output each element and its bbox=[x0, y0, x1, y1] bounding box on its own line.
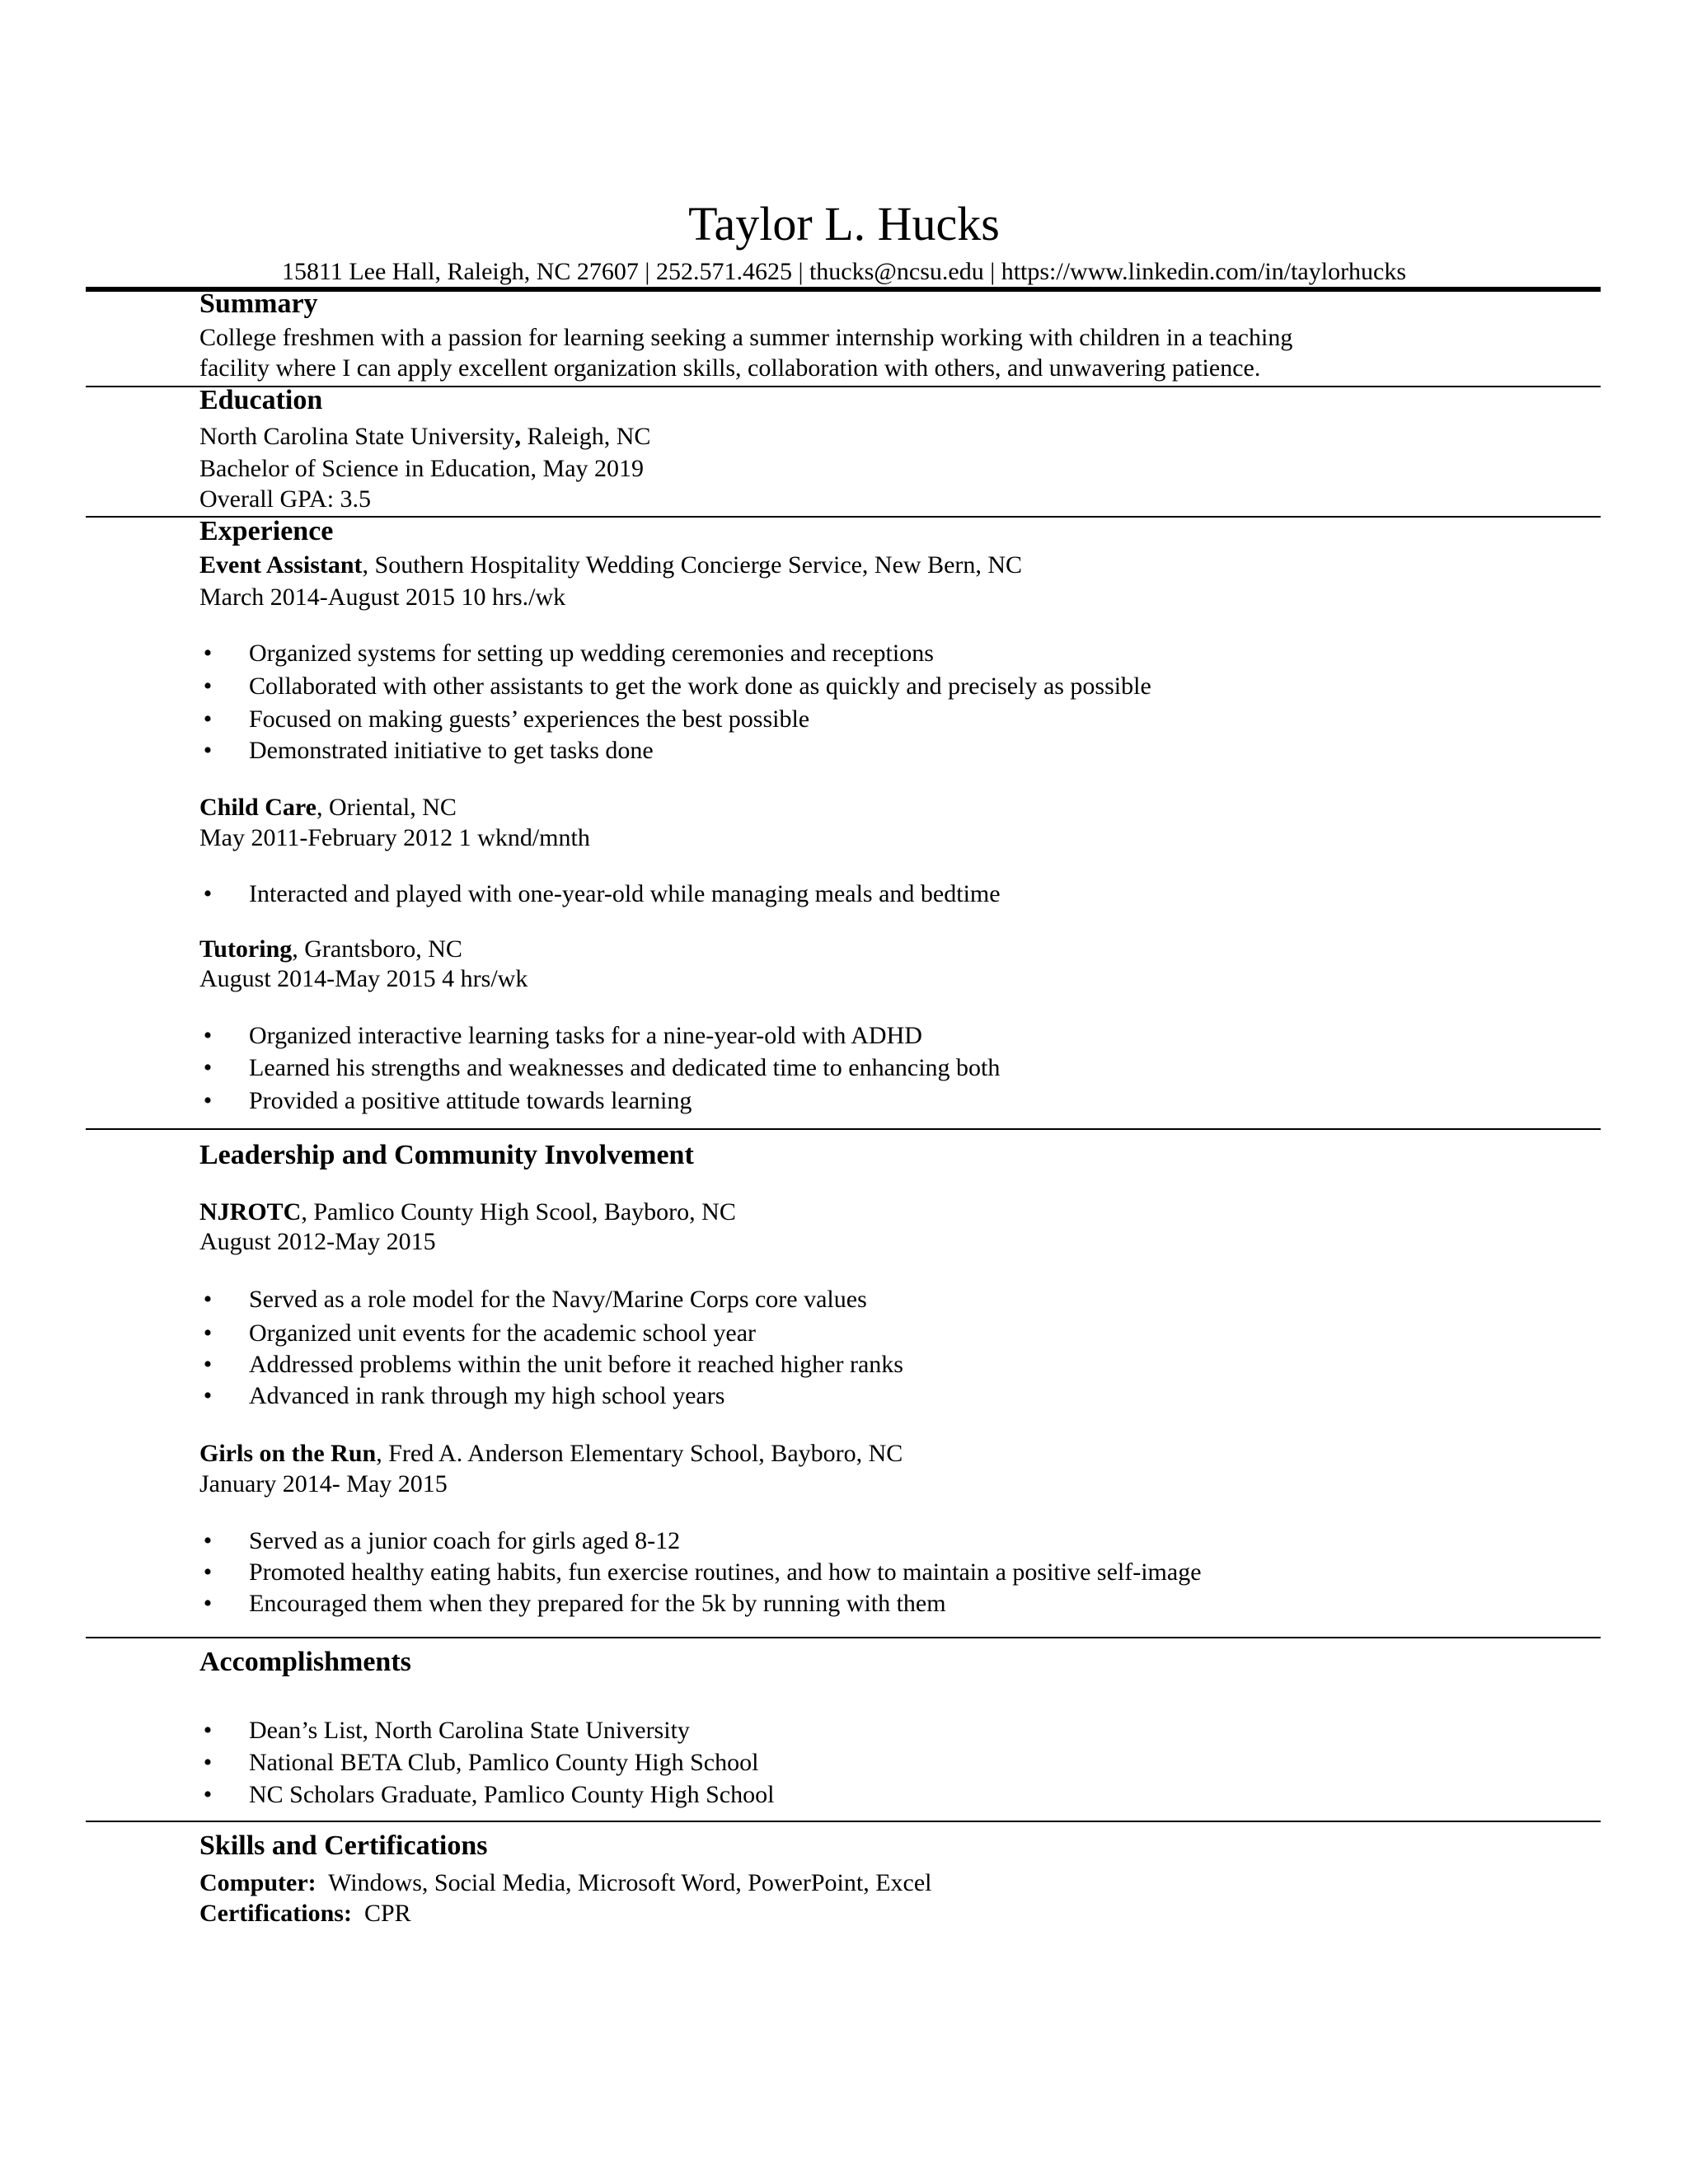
role-title: NJROTC bbox=[199, 1198, 302, 1226]
skills-cert-label: Certifications: bbox=[199, 1900, 352, 1927]
school-location: Raleigh, NC bbox=[520, 423, 651, 450]
bullet-icon: • bbox=[203, 1351, 213, 1378]
school-separator: , bbox=[514, 423, 521, 450]
school-name: North Carolina State University bbox=[199, 423, 515, 450]
job-dates: May 2011-February 2012 1 wknd/mnth bbox=[199, 824, 590, 851]
list-item: • National BETA Club, Pamlico County High School bbox=[249, 1748, 758, 1778]
job-title-line bbox=[199, 793, 457, 823]
job-employer: , Oriental, NC bbox=[316, 794, 457, 821]
list-item: • NC Scholars Graduate, Pamlico County High School bbox=[249, 1780, 774, 1810]
role-title-line bbox=[199, 1439, 903, 1469]
skills-computer-label: Computer: bbox=[199, 1869, 316, 1896]
candidate-name: Taylor L. Hucks bbox=[688, 197, 1000, 251]
bullet-icon: • bbox=[203, 1717, 213, 1744]
list-item: • Provided a positive attitude towards learning bbox=[249, 1086, 692, 1116]
education-gpa: Overall GPA: 3.5 bbox=[199, 485, 372, 513]
bullet-icon: • bbox=[203, 640, 213, 667]
contact-line: 15811 Lee Hall, Raleigh, NC 27607 | 252.571.4625 | thucks@ncsu.edu | https://www.linkedin.com/in/taylorhucks bbox=[281, 258, 1407, 285]
education-degree: Bachelor of Science in Education, May 2019 bbox=[199, 455, 645, 482]
job-dates: March 2014-August 2015 10 hrs./wk bbox=[199, 583, 566, 611]
skills-computer bbox=[199, 1868, 932, 1898]
bullet-icon: • bbox=[203, 1590, 213, 1617]
role-organization: , Pamlico County High Scool, Bayboro, NC bbox=[301, 1198, 736, 1226]
list-item: • Organized interactive learning tasks for a nine-year-old with ADHD bbox=[249, 1021, 922, 1051]
list-item: • Advanced in rank through my high school years bbox=[249, 1381, 724, 1411]
role-title: Girls on the Run bbox=[199, 1440, 377, 1467]
job-title-line bbox=[199, 551, 1022, 580]
job-employer: , Southern Hospitality Wedding Concierge Service, New Bern, NC bbox=[362, 551, 1023, 579]
bullet-icon: • bbox=[203, 673, 213, 700]
bullet-icon: • bbox=[203, 1382, 213, 1409]
skills-computer-value: Windows, Social Media, Microsoft Word, PowerPoint, Excel bbox=[316, 1869, 932, 1896]
list-item: • Learned his strengths and weaknesses and dedicated time to enhancing both bbox=[249, 1053, 1000, 1083]
role-dates: January 2014- May 2015 bbox=[199, 1470, 448, 1497]
job-title: Tutoring bbox=[199, 935, 293, 963]
job-title-line bbox=[199, 935, 462, 964]
summary-line-2: facility where I can apply excellent organization skills, collaboration with others, and unwavering patience. bbox=[199, 354, 1261, 382]
list-item: • Promoted healthy eating habits, fun exercise routines, and how to maintain a positive self-image bbox=[249, 1558, 1202, 1587]
list-item: • Interacted and played with one-year-old while managing meals and bedtime bbox=[249, 879, 1001, 909]
summary-line-1: College freshmen with a passion for learning seeking a summer internship working with children in a teaching bbox=[199, 324, 1293, 351]
section-divider bbox=[86, 1128, 1601, 1130]
section-divider bbox=[86, 1821, 1601, 1822]
list-item: • Collaborated with other assistants to get the work done as quickly and precisely as possible bbox=[249, 672, 1151, 701]
experience-heading: Experience bbox=[199, 516, 334, 546]
bullet-icon: • bbox=[203, 1749, 213, 1776]
list-item: • Served as a role model for the Navy/Marine Corps core values bbox=[249, 1285, 867, 1315]
bullet-icon: • bbox=[203, 1558, 213, 1586]
education-heading: Education bbox=[199, 385, 323, 415]
list-item: • Served as a junior coach for girls aged 8-12 bbox=[249, 1526, 680, 1556]
job-employer: , Grantsboro, NC bbox=[292, 935, 462, 963]
section-divider bbox=[86, 1637, 1601, 1638]
skills-cert-value: CPR bbox=[351, 1900, 411, 1927]
bullet-icon: • bbox=[203, 1286, 213, 1313]
job-title: Child Care bbox=[199, 794, 316, 821]
role-organization: , Fred A. Anderson Elementary School, Bayboro, NC bbox=[376, 1440, 903, 1467]
bullet-icon: • bbox=[203, 1087, 213, 1114]
education-school bbox=[199, 422, 650, 452]
role-title-line bbox=[199, 1197, 736, 1227]
list-item: • Organized unit events for the academic school year bbox=[249, 1319, 756, 1348]
bullet-icon: • bbox=[203, 1781, 213, 1808]
job-title: Event Assistant bbox=[199, 551, 363, 579]
bullet-icon: • bbox=[203, 1054, 213, 1081]
role-dates: August 2012-May 2015 bbox=[199, 1228, 436, 1255]
bullet-icon: • bbox=[203, 1022, 213, 1049]
list-item: • Addressed problems within the unit before it reached higher ranks bbox=[249, 1350, 903, 1380]
skills-heading: Skills and Certifications bbox=[199, 1830, 488, 1861]
bullet-icon: • bbox=[203, 1527, 213, 1554]
list-item: • Focused on making guests’ experiences the best possible bbox=[249, 705, 809, 734]
bullet-icon: • bbox=[203, 880, 213, 907]
list-item: • Organized systems for setting up wedding ceremonies and receptions bbox=[249, 639, 934, 668]
job-dates: August 2014-May 2015 4 hrs/wk bbox=[199, 965, 528, 992]
list-item: • Encouraged them when they prepared for the 5k by running with them bbox=[249, 1589, 946, 1619]
bullet-icon: • bbox=[203, 737, 213, 764]
summary-heading: Summary bbox=[199, 288, 318, 319]
accomplishments-heading: Accomplishments bbox=[199, 1647, 411, 1677]
list-item: • Demonstrated initiative to get tasks done bbox=[249, 736, 654, 766]
list-item: • Dean’s List, North Carolina State University bbox=[249, 1716, 690, 1746]
bullet-icon: • bbox=[203, 1319, 213, 1347]
skills-certifications bbox=[199, 1899, 411, 1929]
bullet-icon: • bbox=[203, 705, 213, 733]
leadership-heading: Leadership and Community Involvement bbox=[199, 1140, 694, 1170]
